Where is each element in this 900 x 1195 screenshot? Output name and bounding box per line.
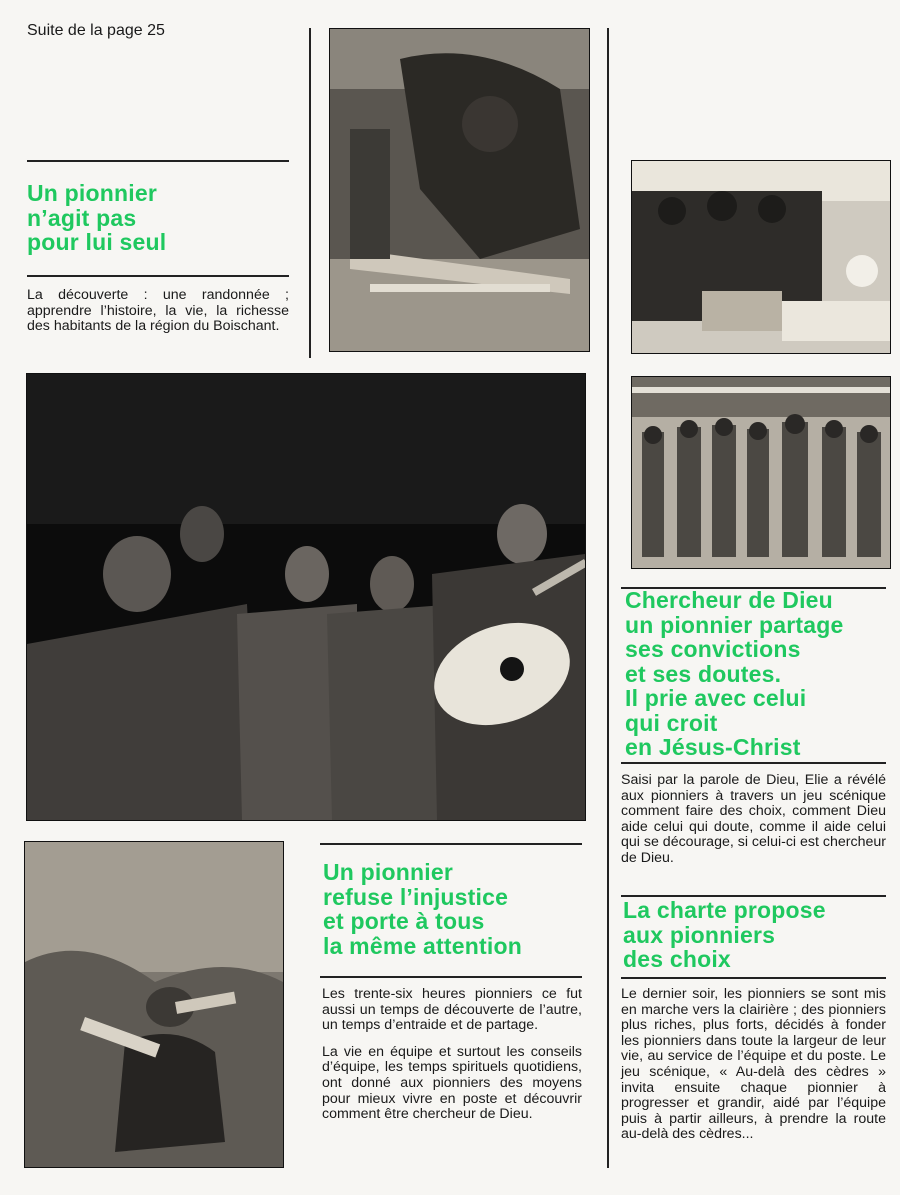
section4-heading-line: aux pionniers [623,921,776,948]
section2-heading-line: en Jésus-Christ [625,734,801,760]
section4-body: Le dernier soir, les pionniers se sont mis en marche vers la clairière ; des pionniers plus riches, plus forts, décidés à fonder les pionniers dans toute la largeur de leur vie, au service de l’équipe et du poste. Le jeu scénique, « Au-delà des cèdres » invita ensuite chaque pionnier à progresser et grandir, aidé par l’équipe puis à partir ailleurs, à prendre la route au-delà des cèdres... [621,986,886,1143]
section3-paragraph: La vie en équipe et surtout les conseils d’équipe, les temps spirituels quotidiens, ont donné aux pionniers des moyens pour mieux vivre en poste et découvrir comment être chercheur de Dieu. [322,1043,582,1123]
section2-heading-line: qui croit [625,709,718,736]
section4-heading-line: des choix [623,946,731,972]
section4-rule-bottom [621,977,886,979]
column-divider-left [309,28,311,358]
section3-heading [323,860,585,958]
section3-rule-top [320,843,582,845]
photo-group-standing [631,376,891,569]
section4-heading-line: La charte propose [623,897,826,923]
section3-rule-bottom [320,976,582,978]
photo-night-music [26,373,586,821]
photo-group-table [631,160,891,354]
section3-heading-line: Un pionnier [323,859,453,885]
section1-rule-top [27,160,289,162]
section2-heading-line: Chercheur de Dieu [625,587,833,613]
section3-heading-line: refuse l’injustice [323,883,509,910]
section2-heading-line: et ses doutes. [625,660,782,687]
section2-heading-line: un pionnier partage [625,611,844,638]
section1-body: La découverte : une randonnée ; apprendre l’histoire, la vie, la richesse des habitants de la région du Boischant. [27,287,289,335]
running-head: Suite de la page 25 [27,22,165,39]
section1-heading-line: n’agit pas [27,204,137,231]
section3-paragraph: Les trente-six heures pionniers ce fut aussi un temps de découverte de l’autre, un temps d’entraide et de partage. [322,986,582,1034]
column-divider-right [607,28,609,1168]
photo-workshop [329,28,590,352]
section1-rule-bottom [27,275,289,277]
photo-climbing [24,841,284,1168]
section1-heading-line: Un pionnier [27,180,157,206]
section2-heading-line: Il prie avec celui [625,685,807,711]
section3-body [322,987,582,1134]
section1-heading [27,181,289,255]
section4-heading [623,898,888,972]
section1-heading-line: pour lui seul [27,229,167,255]
section3-heading-line: la même attention [323,932,522,959]
section2-rule-bottom [621,762,886,764]
section2-body: Saisi par la parole de Dieu, Elie a révélé aux pionniers à travers un jeu scénique comment faire des choix, comment Dieu aide celui qui doute, comme il aide celui qui se décourage, si celui-ci est chercheur de Dieu. [621,772,886,866]
section2-heading [625,588,890,760]
section2-heading-line: ses convictions [625,636,801,662]
section3-heading-line: et porte à tous [323,908,485,934]
